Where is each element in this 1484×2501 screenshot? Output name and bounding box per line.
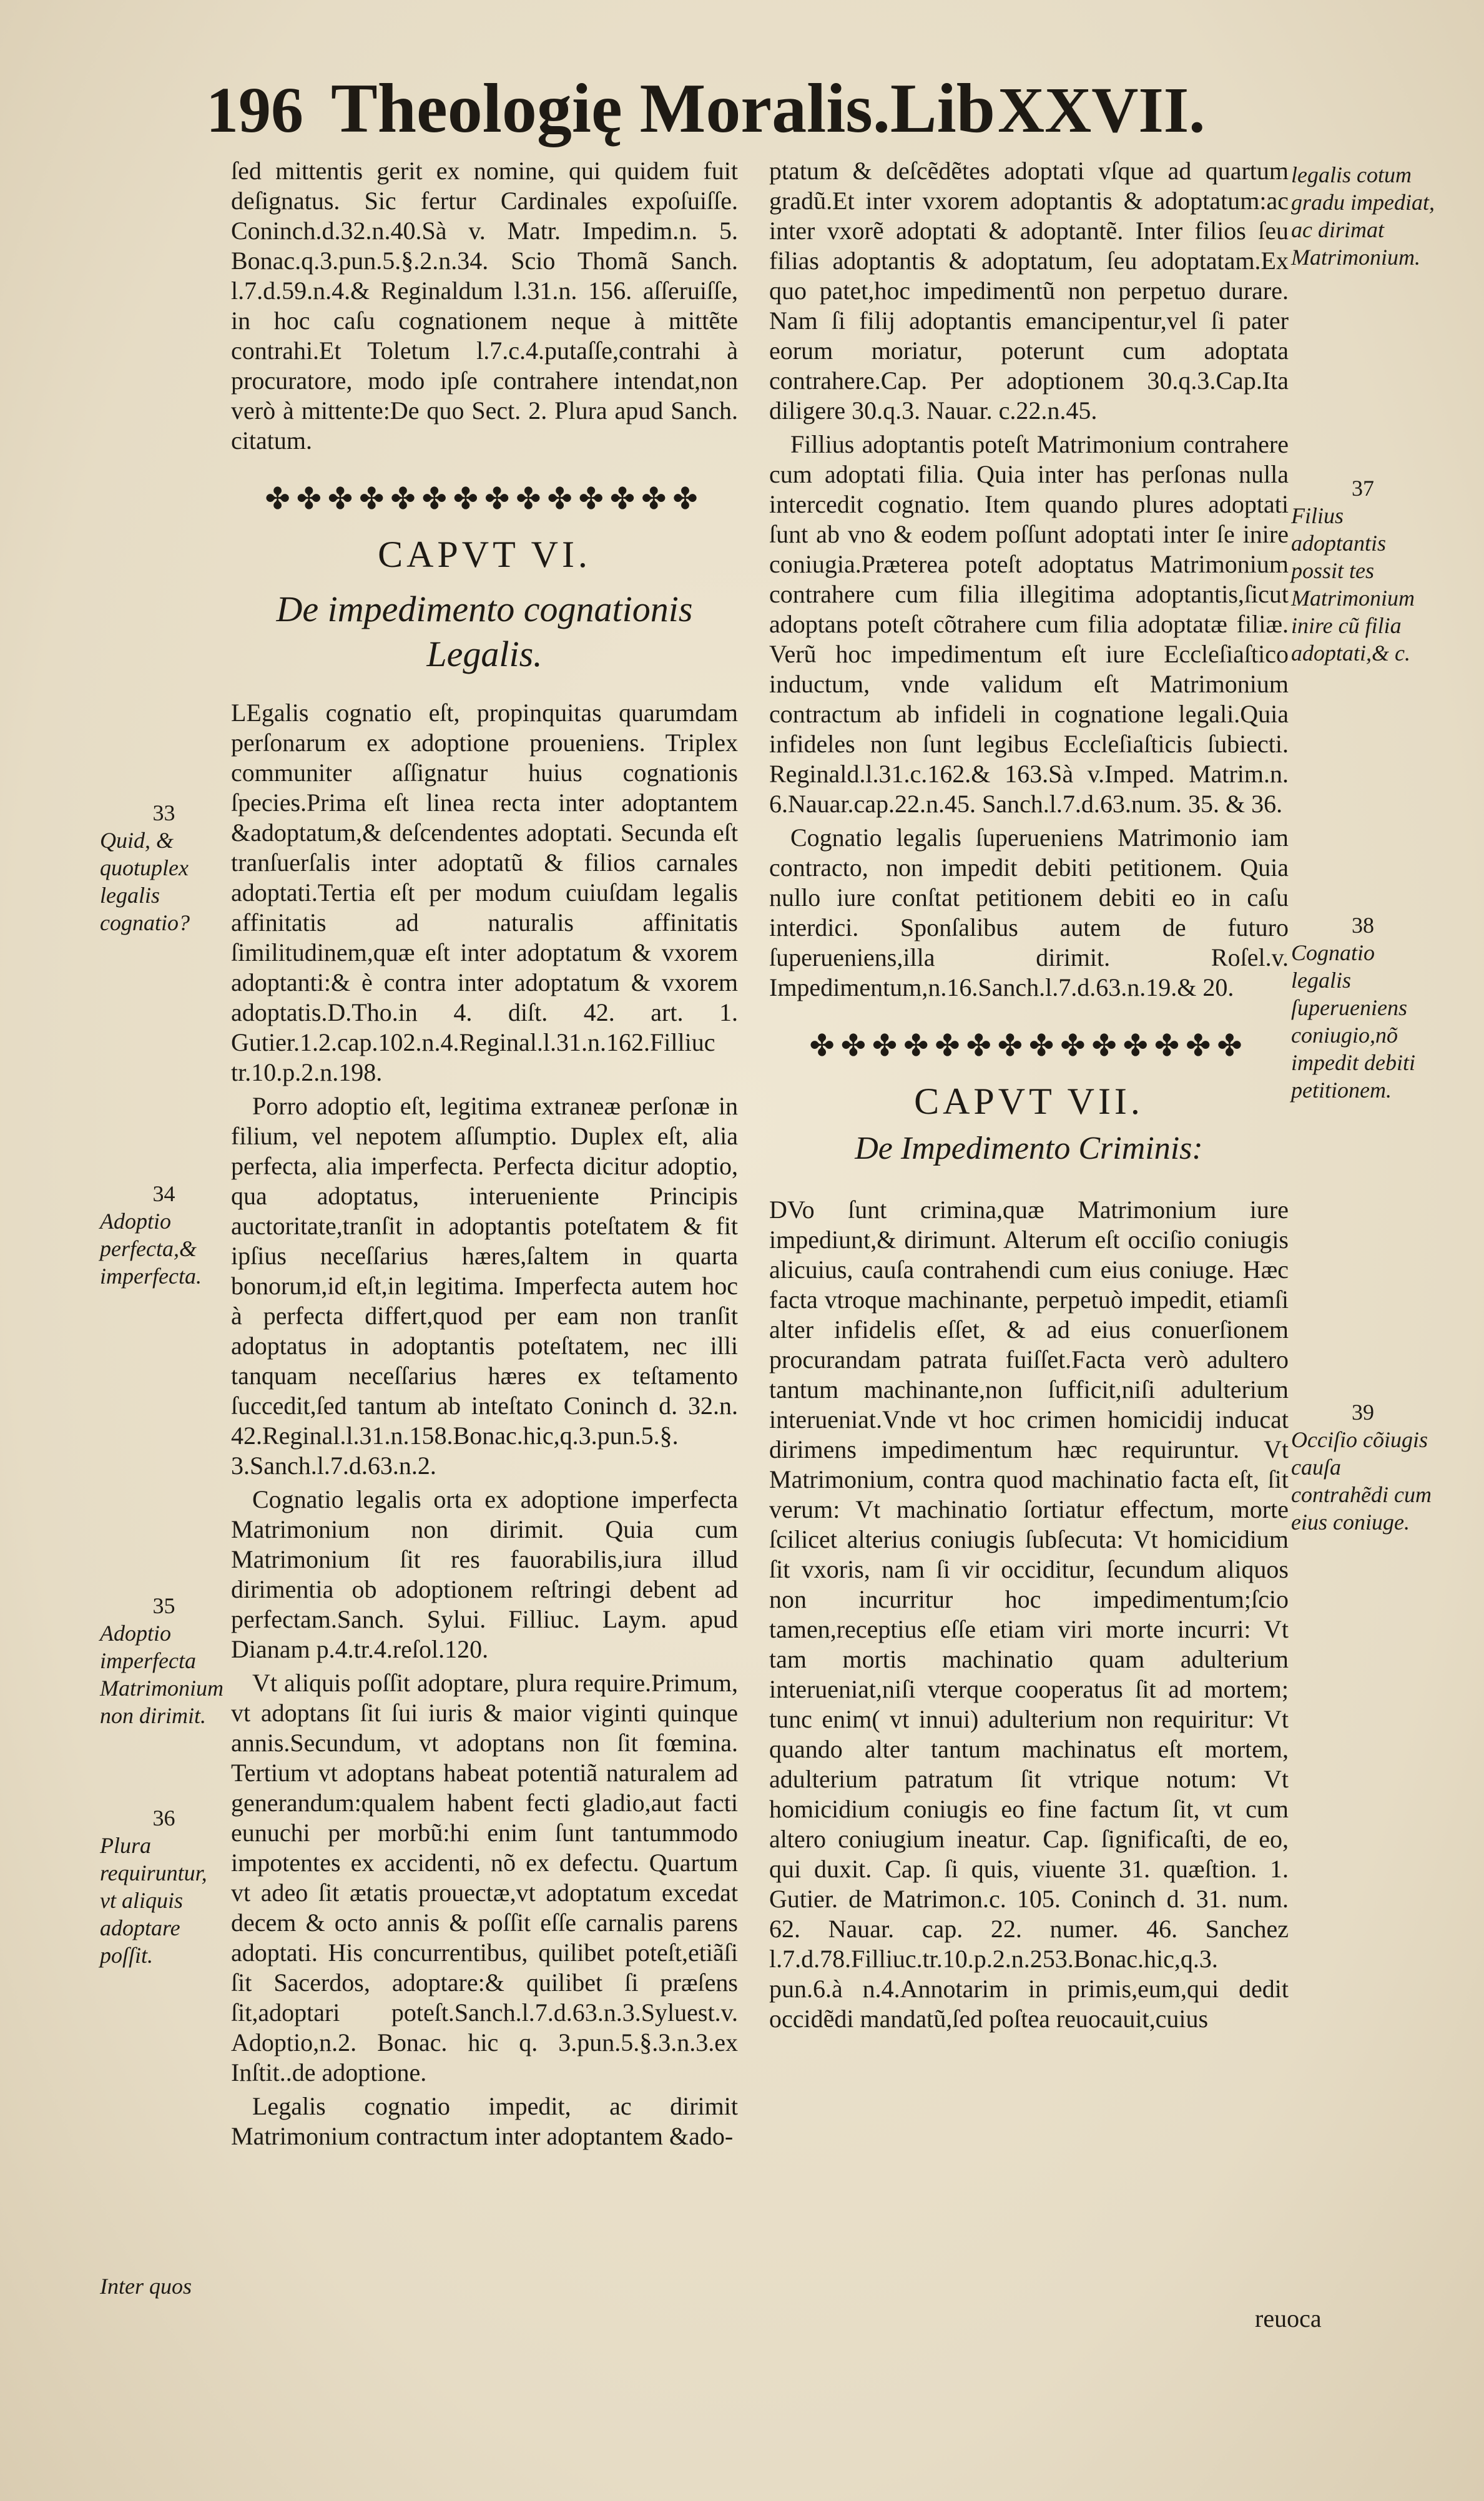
margin-note-34 <box>100 1180 228 1290</box>
continuation-paragraph: ptatum & deſcẽdẽtes adoptati vſque ad quartum gradũ.Et inter vxorem adoptantis & adoptatum:ac inter vxorẽ adoptati & adoptantẽ. Inter filios ſeu filias adoptantis & adoptatum, ſeu adoptatam.Ex quo patet,hoc impedimentũ non perpetuo durare. Nam ſi filij adoptantis emancipentur,vel ſi pater eorum moriatur, poterunt cum adoptata contrahere.Cap. Per adoptionem 30.q.3.Cap.Ita diligere 30.q.3. Nauar. c.22.n.45. <box>769 157 1289 425</box>
margin-number: 33 <box>152 800 175 825</box>
left-column <box>231 156 738 2155</box>
paragraph-34: Porro adoptio eſt, legitima extraneæ perſonæ in filium, vel nepotem aſſumptio. Duplex eſt, alia perfecta, alia imperfecta. Perfecta dicitur adoptio, qua adoptatus, interueniente Principis auctoritate,tranſit in adoptantis poteſtatem & fit ipſius neceſſarius hæres,ſaltem in quarta bonorum,id eſt,in legitima. Imperfecta autem hoc à perfecta differt,quod per eam non tranſit adoptatus in adoptantis poteſtatem, nec illi tanquam neceſſarius hæres ex teſtamento ſuccedit,ſed tantum ab inteſtato Coninch d. 32.n. 42.Reginal.l.31.n.158.Bonac.hic,q.3.pun.5.§. 3.Sanch.l.7.d.63.n.2. <box>231 1092 738 1480</box>
paragraph-38: Cognatio legalis ſuperueniens Matrimonio iam contracto, non impedit debiti petitionem. Quia nullo iure conſtat petitionem debiti eo in caſu interdici. Sponſalibus autem de futuro ſuperueniens,illa dirimit. Roſel.v. Impedimentum,n.16.Sanch.l.7.d.63.n.19.& 20. <box>769 823 1289 1001</box>
margin-note-39 <box>1291 1398 1435 1536</box>
margin-number: 34 <box>152 1181 175 1206</box>
margin-text: Plura requiruntur, vt aliquis adoptare poſſit. <box>100 1833 207 1968</box>
margin-number: 35 <box>152 1593 175 1618</box>
right-column <box>769 156 1289 2038</box>
paragraph-37: Fillius adoptantis poteſt Matrimonium contrahere cum adoptati filia. Quia inter has perſonas nulla intercedit cognatio. Item quando plures adoptati ſunt ab vno & eodem poſſunt adoptati inter ſe inire coniugia.Præterea poteſt adoptatus Matrimonium contrahere cum filia illegitima adoptantis,ſicut adoptans poteſt cõtrahere cum filia adoptatæ filiæ. Verũ hoc impedimentum eſt iure Eccleſiaſtico inductum, vnde validum eſt Matrimonium contractum ab infideli in cognatione legali.Quia infideles non ſunt legibus Eccleſiaſticis ſubiecti. Reginald.l.31.c.162.& 163.Sà v.Imped. Matrim.n. 6.Nauar.cap.22.n.45. Sanch.l.7.d.63.num. 35. & 36. <box>769 430 1289 818</box>
margin-note-38 <box>1291 911 1435 1104</box>
ornament-band: ✤✤✤✤✤✤✤✤✤✤✤✤✤✤ <box>265 484 704 514</box>
margin-note-37 <box>1291 474 1435 667</box>
margin-note-legalis <box>1291 161 1435 271</box>
margin-note-inter-quos <box>100 2273 228 2300</box>
margin-note-33 <box>100 799 228 936</box>
margin-text: legalis cotum gradu impediat, ac dirimat Matrimonium. <box>1291 162 1435 270</box>
margin-text: Quid, & quotuplex legalis cognatio? <box>100 828 190 935</box>
running-header <box>206 69 1330 156</box>
catchword: reuoca <box>1255 2304 1322 2332</box>
margin-number: 38 <box>1352 913 1374 938</box>
chapter-title: CAPVT VII. <box>914 1081 1144 1122</box>
margin-text: Adoptio perfecta,& imperfecta. <box>100 1209 202 1289</box>
margin-note-35 <box>100 1592 228 1729</box>
paragraph-33: LEgalis cognatio eſt, propinquitas quarumdam perſonarum ex adoptione proueniens. Triplex communiter aſſignatur huius cognationis ſpecies.Prima eſt linea recta inter adoptantem &adoptatum,& deſcendentes adoptati. Secunda eſt tranſuerſalis inter adoptatũ & filios carnales adoptati.Tertia eſt per modum cuiuſdam legalis affinitatis ad naturalis affinitatis ſimilitudinem,quæ eſt inter adoptatum & vxorem adoptanti:& è contra inter adoptatum & vxorem adoptatis.D.Tho.in 4. diſt. 42. art. 1. Gutier.1.2.cap.102.n.4.Reginal.l.31.n.162.Filliuc tr.10.p.2.n.198. <box>231 699 738 1086</box>
margin-text: Filius adoptantis possit tes Matrimonium inire cũ filia adoptati,& c. <box>1291 503 1415 666</box>
paragraph-36: Vt aliquis poſſit adoptare, plura require.Primum, vt adoptans ſit ſui iuris & maior viginti quinque annis.Secundum, vt adoptans non ſit fœmina. Tertium vt adoptans habeat potentiã naturalem ad generandum:qualem habent fecti gladio,aut facti eunuchi per morbũ:hi enim ſunt tantummodo impotentes ex accidenti, nõ ex defectu. Quartum vt adeo ſit ætatis prouectæ,vt adoptatum excedat decem & octo annis & poſſit eſſe carnalis parens adoptati. His concurrentibus, quilibet poteſt,etiãſi ſit Sacerdos, adoptare:& quilibet ſi præſens ſit,adoptari poteſt.Sanch.l.7.d.63.n.3.Syluest.v. Adoptio,n.2. Bonac. hic q. 3.pun.5.§.3.n.3.ex Inſtit..de adoptione. <box>231 1669 738 2086</box>
ornament-band: ✤✤✤✤✤✤✤✤✤✤✤✤✤✤ <box>809 1031 1249 1061</box>
paragraph-inter-quos: Legalis cognatio impedit, ac dirimit Matrimonium contractum inter adoptantem &ado- <box>231 2092 738 2150</box>
margin-text: Occiſio cõiugis cauſa contrahẽdi cum eius coniuge. <box>1291 1427 1432 1535</box>
book-number: XXVII. <box>998 74 1206 146</box>
chapter-heading: De Impedimento Criminis: <box>855 1131 1203 1166</box>
margin-number: 36 <box>152 1806 175 1830</box>
continuation-text: ſed mittentis gerit ex nomine, qui quidem fuit deſignatus. Sic fertur Cardinales expoſuiſſe. Coninch.d.32.n.40.Sà v. Matr. Impedim.n. 5. Bonac.q.3.pun.5.§.2.n.34. Scio Thomã Sanch. l.7.d.59.n.4.& Reginaldum l.31.n. 156. aſſeruiſſe, in hoc caſu cognationem neque à mittẽte contrahi.Et Toletum l.7.c.4.putaſſe,contrahi à procuratore, modo ipſe contrahere intendat,non verò à mittente:De quo Sect. 2. Plura apud Sanch. citatum. <box>231 157 738 455</box>
page-number: 196 <box>206 74 303 146</box>
running-title: Theologię Moralis.Lib <box>331 70 995 147</box>
margin-text: Inter quos <box>100 2274 192 2299</box>
chapter-title: CAPVT VI. <box>378 534 591 575</box>
paragraph-35: Cognatio legalis orta ex adoptione imperfecta Matrimonium non dirimit. Quia cum Matrimonium ſit res fauorabilis,iura illud dirimentia ob adoptionem reſtringi debent ad perfectam.Sanch. Sylui. Filliuc. Laym. apud Dianam p.4.tr.4.reſol.120. <box>231 1485 738 1663</box>
margin-number: 37 <box>1352 476 1374 501</box>
paragraph-39: DVo ſunt crimina,quæ Matrimonium iure impediunt,& dirimunt. Alterum eſt occiſio coniugis alicuius, cauſa contrahendi cum eius coniuge. Hæc facta vtroque machinante, perpetuò impedit, etiamſi alter infidelis eſſet, & ad eius conuerſionem procurandam patrata fuiſſet.Facta verò adultero tantum machinante,non ſufficit,niſi adulterium interueniat.Vnde vt hoc crimen homicidij inducat dirimens impedimentum hæc requiruntur. Vt Matrimonium, contra quod machinatio facta eſt, ſit verum: Vt machinatio ſortiatur effectum, morte ſcilicet alterius coniugis ſubſecuta: Vt homicidium ſit vxoris, nam ſi vir occiditur, ſecundum aliquos non incurritur hoc impedimentum;ſcio tamen,receptius eſſe etiam viri morte incurri: Vt tam mortis machinatio quam adulterium interueniat,niſi vterque cooperatus ſit ad mortem; tunc enim( vt innui) adulterium non requiritur: Vt quando alter tantum machinatus eſt mortem, adulterium patratum ſit vtrique notum: Vt homicidium coniugis eo fine factum ſit, vt cum altero coniugium ineatur. Cap. ſignificaſti, de eo, qui duxit. Cap. ſi quis, viuente 31. quæſtion. 1. Gutier. de Matrimon.c. 105. Coninch d. 31. num. 62. Nauar. cap. 22. numer. 46. Sanchez l.7.d.78.Filliuc.tr.10.p.2.n.253.Bonac.hic,q.3. pun.6.à n.4.Annotarim in primis,eum,qui dedit occidẽdi mandatũ,ſed poſtea reuocauit,cuius <box>769 1196 1289 2033</box>
margin-text: Adoptio imperfecta Matrimonium non dirimit. <box>100 1621 224 1728</box>
chapter-heading: De impedimento cognationis Legalis. <box>276 589 693 674</box>
margin-number: 39 <box>1352 1400 1374 1425</box>
margin-text: Cognatio legalis ſuperueniens coniugio,nõ impedit debiti petitionem. <box>1291 940 1415 1103</box>
margin-note-36 <box>100 1804 228 1969</box>
